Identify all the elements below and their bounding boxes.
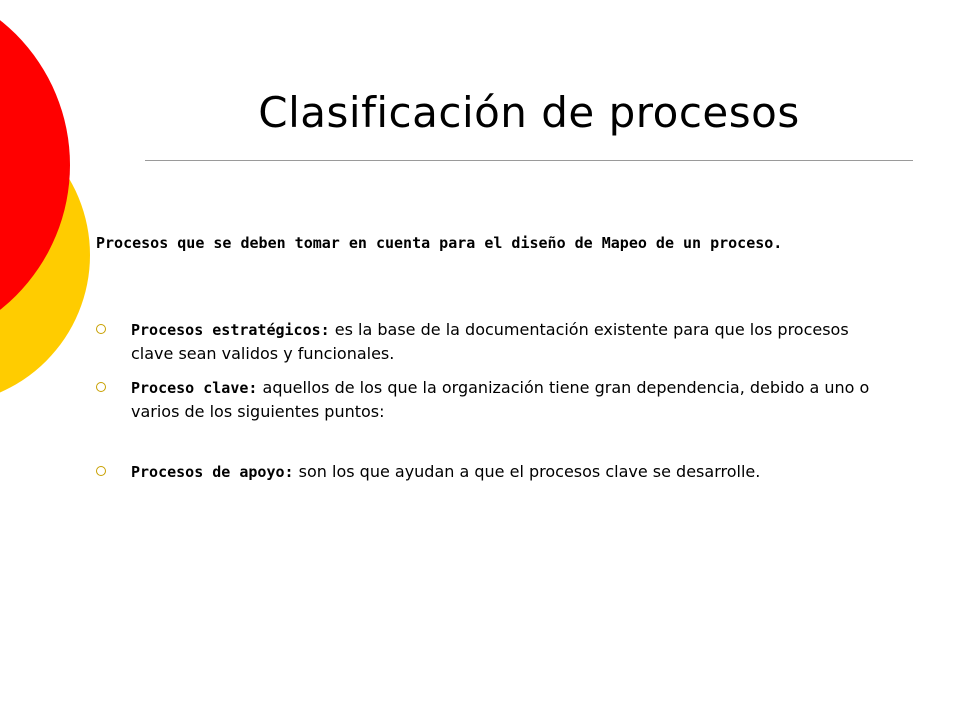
list-item-clave: [96, 376, 896, 424]
list-item-description: es la base de la documentación existente para que los procesos clave sean validos y funcionales.: [131, 320, 849, 363]
list-item-term: Procesos estratégicos:: [131, 321, 330, 339]
list-item-term: Procesos de apoyo:: [131, 463, 294, 481]
ring-bullet-icon: [96, 382, 106, 392]
title-divider: [145, 160, 913, 161]
list-item-term: Proceso clave:: [131, 379, 258, 397]
list-item-description: son los que ayudan a que el procesos clave se desarrolle.: [298, 462, 761, 481]
list-item-estrategicos: [96, 318, 896, 366]
list-item-description: aquellos de los que la organización tiene gran dependencia, debido a uno o varios de los siguientes puntos:: [131, 378, 870, 421]
list-item-apoyo: [96, 460, 896, 484]
intro-text: Procesos que se deben tomar en cuenta para el diseño de Mapeo de un proceso.: [96, 234, 783, 252]
list-item-body: [131, 460, 896, 484]
slide-title: Clasificación de procesos: [258, 88, 800, 137]
list-item-body: [131, 376, 896, 424]
list-item-body: [131, 318, 896, 366]
ring-bullet-icon: [96, 466, 106, 476]
ring-bullet-icon: [96, 324, 106, 334]
